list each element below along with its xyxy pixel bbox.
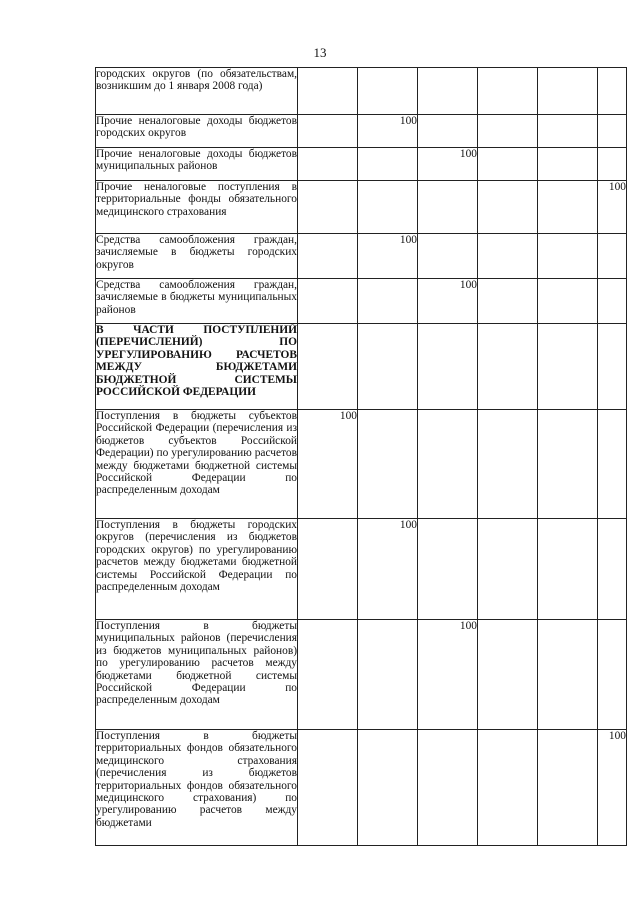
norm-value-cell — [538, 324, 598, 410]
norm-value-cell: 100 — [418, 279, 478, 324]
norm-value-cell — [598, 519, 627, 620]
table-row — [96, 519, 627, 620]
norm-value-cell — [478, 279, 538, 324]
norm-value-cell — [298, 519, 358, 620]
norm-value-cell — [298, 730, 358, 846]
norm-value-cell — [358, 181, 418, 234]
norm-value-cell — [538, 115, 598, 148]
norm-value-cell — [298, 324, 358, 410]
page-number: 13 — [313, 45, 327, 60]
norm-value-cell — [598, 410, 627, 519]
norm-value-cell: 100 — [358, 115, 418, 148]
table-row — [96, 115, 627, 148]
norm-value-cell — [298, 68, 358, 115]
norm-value-cell — [418, 234, 478, 279]
norm-value-cell — [538, 181, 598, 234]
section-title-cell: В ЧАСТИ ПОСТУПЛЕНИЙ (ПЕРЕЧИСЛЕНИЙ) ПО УРЕГУЛИРОВАНИЮ РАСЧЕТОВ МЕЖДУ БЮДЖЕТАМИ БЮДЖЕТНОЙ СИСТЕМЫ РОССИЙСКОЙ ФЕДЕРАЦИИ — [96, 324, 298, 410]
norm-value-cell — [598, 68, 627, 115]
norm-value-cell — [538, 519, 598, 620]
table-row — [96, 279, 627, 324]
norm-value-cell — [358, 620, 418, 730]
norm-value-cell — [358, 730, 418, 846]
norm-value-cell — [418, 181, 478, 234]
table-row — [96, 410, 627, 519]
table-row — [96, 148, 627, 181]
table-row — [96, 730, 627, 846]
norm-value-cell — [478, 620, 538, 730]
section-header-row — [96, 324, 627, 410]
norm-value-cell — [358, 68, 418, 115]
norm-value-cell — [598, 115, 627, 148]
norm-value-cell — [538, 730, 598, 846]
norm-value-cell — [358, 148, 418, 181]
norm-value-cell — [298, 620, 358, 730]
norm-value-cell — [478, 68, 538, 115]
norm-value-cell — [538, 234, 598, 279]
revenue-type-cell: Поступления в бюджеты территориальных фондов обязательного медицинского страхования (перечисления из бюджетов территориальных фондов обязательного медицинского страхования) по урегулированию расчетов между бюджетами — [96, 730, 298, 846]
norm-value-cell — [478, 519, 538, 620]
norm-value-cell — [538, 410, 598, 519]
norm-value-cell — [598, 324, 627, 410]
norm-value-cell — [358, 324, 418, 410]
revenue-type-cell: Прочие неналоговые доходы бюджетов городских округов — [96, 115, 298, 148]
norm-value-cell — [418, 410, 478, 519]
norm-value-cell — [298, 148, 358, 181]
norm-value-cell — [478, 181, 538, 234]
revenue-type-cell: Поступления в бюджеты муниципальных районов (перечисления из бюджетов муниципальных районов) по урегулированию расчетов между бюджетами бюджетной системы Российской Федерации по распределенным доходам — [96, 620, 298, 730]
norm-value-cell — [538, 68, 598, 115]
norm-value-cell — [478, 148, 538, 181]
table-row — [96, 234, 627, 279]
norm-value-cell — [358, 279, 418, 324]
norm-value-cell: 100 — [298, 410, 358, 519]
norm-value-cell — [538, 148, 598, 181]
revenue-type-cell: Прочие неналоговые доходы бюджетов муниципальных районов — [96, 148, 298, 181]
table-row — [96, 68, 627, 115]
norm-value-cell — [298, 181, 358, 234]
revenue-type-cell: городских округов (по обязательствам, возникшим до 1 января 2008 года) — [96, 68, 298, 115]
norm-value-cell — [418, 519, 478, 620]
norm-value-cell — [478, 730, 538, 846]
norm-value-cell — [418, 115, 478, 148]
norm-value-cell — [298, 234, 358, 279]
norm-value-cell: 100 — [418, 620, 478, 730]
table-row — [96, 181, 627, 234]
revenue-type-cell: Поступления в бюджеты субъектов Российской Федерации (перечисления из бюджетов субъектов Российской Федерации) по урегулированию расчетов между бюджетами бюджетной системы Российской Федерации по распределенным доходам — [96, 410, 298, 519]
norm-value-cell — [478, 324, 538, 410]
norm-value-cell — [538, 279, 598, 324]
revenue-type-cell: Прочие неналоговые поступления в территориальные фонды обязательного медицинского страхования — [96, 181, 298, 234]
table-row — [96, 620, 627, 730]
norm-value-cell — [418, 68, 478, 115]
norm-value-cell — [358, 410, 418, 519]
norm-value-cell: 100 — [418, 148, 478, 181]
norm-value-cell: 100 — [358, 234, 418, 279]
revenue-type-cell: Средства самообложения граждан, зачисляемые в бюджеты городских округов — [96, 234, 298, 279]
norm-value-cell — [478, 410, 538, 519]
norm-value-cell — [418, 324, 478, 410]
norm-value-cell: 100 — [598, 730, 627, 846]
norm-value-cell — [598, 234, 627, 279]
norm-value-cell — [298, 115, 358, 148]
norm-value-cell — [478, 115, 538, 148]
norm-value-cell: 100 — [598, 181, 627, 234]
norm-value-cell: 100 — [358, 519, 418, 620]
revenue-type-cell: Поступления в бюджеты городских округов (перечисления из бюджетов городских округов) по урегулированию расчетов между бюджетами бюджетной системы Российской Федерации по распределенным доходам — [96, 519, 298, 620]
norm-value-cell — [598, 279, 627, 324]
norm-value-cell — [598, 148, 627, 181]
budget-distribution-table — [95, 67, 627, 846]
norm-value-cell — [538, 620, 598, 730]
revenue-type-cell: Средства самообложения граждан, зачисляемые в бюджеты муниципальных районов — [96, 279, 298, 324]
norm-value-cell — [298, 279, 358, 324]
norm-value-cell — [598, 620, 627, 730]
norm-value-cell — [418, 730, 478, 846]
norm-value-cell — [478, 234, 538, 279]
